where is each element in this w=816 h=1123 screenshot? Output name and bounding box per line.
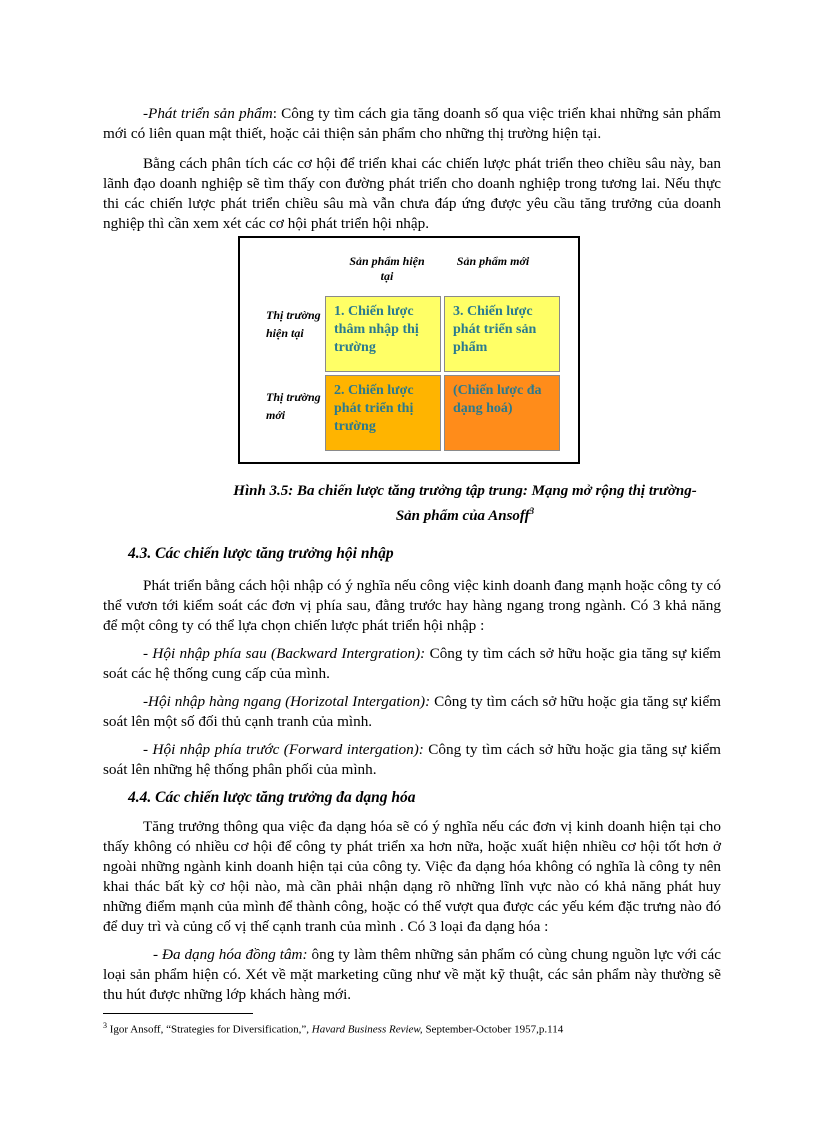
bullet-text: Công ty tìm cách sở hữu hoặc gia tăng sự kiểm soát các hệ thống cung cấp của mình. — [103, 645, 722, 682]
footnote-journal: Havard Business Review, — [311, 1023, 423, 1036]
term-backward-integration: - Hội nhập phía sau (Backward Intergration): — [143, 645, 426, 662]
section-4-3-body — [103, 576, 721, 780]
footnote-divider — [103, 1013, 253, 1014]
cell-diversification: (Chiến lược đa dạng hoá) — [444, 375, 560, 451]
paragraph-analysis: Bằng cách phân tích các cơ hội để triển khai các chiến lược phát triển theo chiều sâu này, ban lãnh đạo doanh nghiệp sẽ tìm thấy con đường phát triển cho doanh nghiệp trong tương lai. Nếu thực thi các chiến lược phát triển chiều sâu mà vẫn chưa đáp ứng được yêu cầu tăng trưởng của doanh nghiệp thì cần xem xét các cơ hội phát triển hội nhập. — [103, 155, 721, 232]
intro-block — [103, 104, 721, 234]
section-heading-4-3: 4.3. Các chiến lược tăng trưởng hội nhập — [128, 545, 394, 562]
footnote-number: 3 — [103, 1021, 107, 1030]
paragraph-text: : Công ty tìm cách gia tăng doanh số qua việc triển khai những sản phẩm mới có liên quan mật thiết, hoặc cải thiện sản phẩm cho những thị trường hiện tại. — [103, 105, 721, 142]
footnote — [103, 1019, 743, 1037]
section-heading-4-4: 4.4. Các chiến lược tăng trưởng đa dạng hóa — [128, 789, 416, 806]
term-product-development: -Phát triển sản phẩm — [143, 105, 273, 122]
paragraph-diversification-intro: Tăng trưởng thông qua việc đa dạng hóa sẽ có ý nghĩa nếu các đơn vị kinh doanh hiện tại cho thấy không có nhiều cơ hội để công ty phát triển xa hơn nữa, hoặc xuất hiện nhiều cơ hội tốt hơn ở ngoài những ngành kinh doanh hiện tại của công ty. Việc đa dạng hóa không có nghĩa là công ty nên khai thác bất kỳ cơ hội nào, mà cần phải nhận dạng rõ những lĩnh vực nào có khả năng phát huy những điểm mạnh của mình để thành công, hoặc có thể vượt qua được các yếu kém đặc trưng nào đó để duy trì và củng cố vị thế cạnh tranh của mình . Có 3 loại đa dạng hóa : — [103, 818, 721, 935]
caption-line-1: Hình 3.5: Ba chiến lược tăng trưởng tập trung: Mạng mở rộng thị trường- — [233, 483, 697, 499]
caption-line-2 — [180, 501, 750, 526]
bullet-backward-integration — [103, 644, 721, 684]
figure-caption — [180, 481, 750, 526]
footnote-details: September-October 1957,p.114 — [422, 1023, 564, 1036]
column-header-current-product: Sản phẩm hiện tại — [349, 254, 425, 283]
paragraph-integration-intro: Phát triển bằng cách hội nhập có ý nghĩa nếu công việc kinh doanh đang mạnh hoặc công ty có thể vươn tới kiểm soát các đơn vị phía sau, đằng trước hay hàng ngang trong ngành. Có 3 khả năng để một công ty có thể lựa chọn chiến lược phát triển hội nhập : — [103, 577, 721, 634]
bullet-text: ông ty làm thêm những sản phẩm có cùng chung nguồn lực với các loại sản phẩm hiện có. Xét về mặt marketing cũng như về mặt kỹ thuật, các sản phẩm này thường sẽ thu hút được những lớp khách hàng mới. — [103, 946, 721, 1003]
footnote-reference: 3 — [529, 506, 535, 516]
term-concentric-diversification: - Đa dạng hóa đồng tâm: — [153, 946, 308, 963]
cell-market-penetration: 1. Chiến lược thâm nhập thị trường — [325, 296, 441, 372]
bullet-text: Công ty tìm cách sở hữu hoặc gia tăng sự kiểm soát lên một số đối thủ cạnh tranh của mình. — [103, 693, 721, 730]
cell-product-development: 3. Chiến lược phát triển sản phẩm — [444, 296, 560, 372]
term-horizontal-integration: -Hội nhập hàng ngang (Horizotal Intergation): — [143, 693, 431, 710]
caption-line-2-text: Sản phẩm của Ansoff — [395, 508, 530, 524]
term-forward-integration: - Hội nhập phía trước (Forward intergation): — [143, 741, 424, 758]
ansoff-matrix-figure — [238, 236, 580, 464]
bullet-concentric-diversification — [103, 945, 721, 1005]
section-4-4-body — [103, 817, 721, 1005]
bullet-forward-integration — [103, 740, 721, 780]
row-header-new-market: Thị trường mới — [266, 390, 321, 422]
bullet-text: Công ty tìm cách sở hữu hoặc gia tăng sự kiểm soát lên những hệ thống phân phối của mình. — [103, 741, 721, 778]
cell-market-development: 2. Chiến lược phát triển thị trường — [325, 375, 441, 451]
row-header-current-market: Thị trường hiện tại — [266, 308, 321, 340]
paragraph-product-development — [103, 104, 721, 144]
column-header-new-product: Sản phẩm mới — [456, 254, 530, 268]
footnote-author: Igor Ansoff, “Strategies for Diversification,”, — [107, 1023, 312, 1036]
bullet-horizontal-integration — [103, 692, 721, 732]
